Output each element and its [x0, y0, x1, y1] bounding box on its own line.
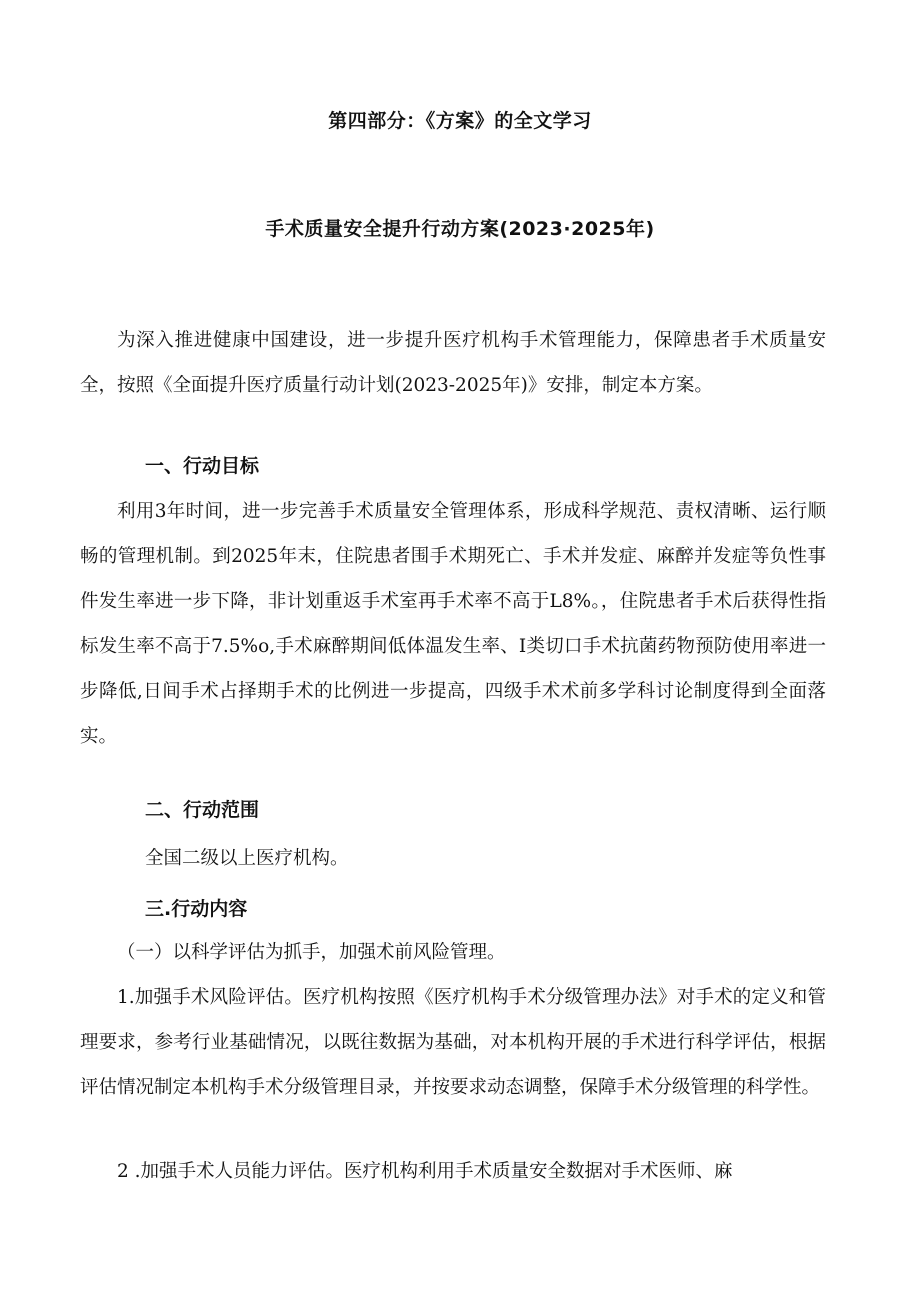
section3-item1: 1.加强手术风险评估。医疗机构按照《医疗机构手术分级管理办法》对手术的定义和管理要求，参考行业基础情况，以既往数据为基础，对本机构开展的手术进行科学评估，根据评估情况制定本机构手术分级管理目录，并按要求动态调整，保障手术分级管理的科学性。: [80, 987, 826, 1098]
section1-heading: 一、行动目标: [145, 455, 260, 477]
section3-item1-block: [80, 975, 826, 1110]
section3-subheading: （一）以科学评估为抓手，加强术前风险管理。: [117, 942, 506, 963]
intro-paragraph: 为深入推进健康中国建设，进一步提升医疗机构手术管理能力，保障患者手术质量安全，按照《全面提升医疗质量行动计划(2023-2025年)》安排，制定本方案。: [80, 330, 826, 396]
section3-item2: 2 .加强手术人员能力评估。医疗机构利用手术质量安全数据对手术医师、麻: [117, 1161, 733, 1182]
section2-heading: 二、行动范围: [145, 799, 260, 821]
section2-body: 全国二级以上医疗机构。: [145, 848, 349, 869]
section1-body-block: [80, 489, 826, 759]
section3-heading: 三.行动内容: [145, 898, 248, 920]
section3-subheading-block: [80, 930, 826, 975]
section1-body: 利用3年时间，进一步完善手术质量安全管理体系，形成科学规范、责权清晰、运行顺畅的管理机制。到2025年末，住院患者围手术期死亡、手术并发症、麻醉并发症等负性事件发生率进一步下降，非计划重返手术室再手术率不高于L8%。，住院患者手术后获得性指标发生率不高于7.5%o,手术麻醉期间低体温发生率、I类切口手术抗菌药物预防使用率进一步降低,日间手术占择期手术的比例进一步提高，四级手术术前多学科讨论制度得到全面落实。: [80, 501, 826, 747]
plan-title: 手术质量安全提升行动方案(2023·2025年): [265, 218, 655, 240]
section3-item2-block: [80, 1149, 826, 1194]
part-title: 第四部分：《方案》的全文学习: [328, 110, 592, 132]
intro-paragraph-block: [80, 318, 826, 408]
